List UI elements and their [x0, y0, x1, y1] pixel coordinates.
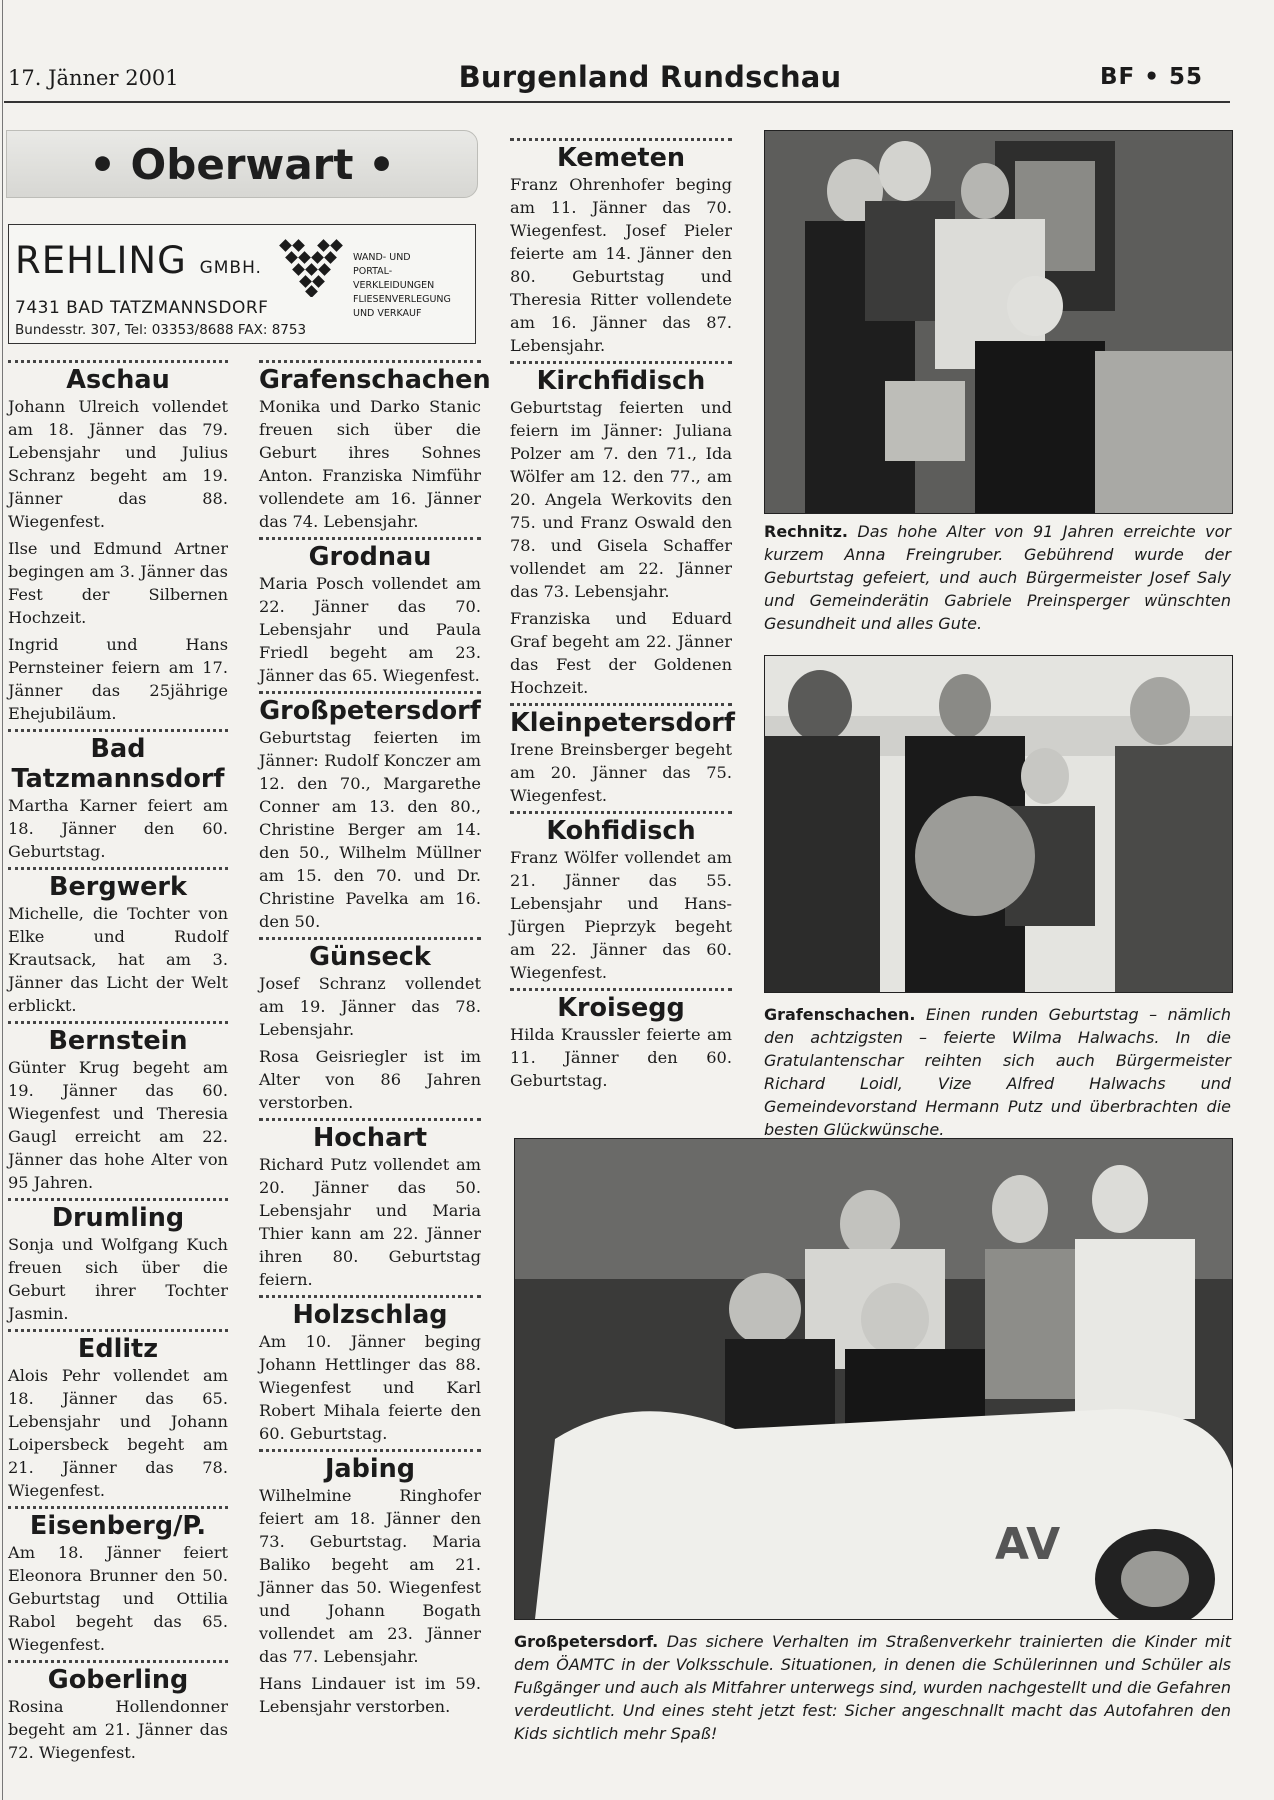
- ad-contact: Bundesstr. 307, Tel: 03353/8688 FAX: 8753: [15, 322, 307, 338]
- photo-rechnitz: [764, 130, 1233, 514]
- diamond-logo-icon: [277, 235, 347, 297]
- entry-text: Am 18. Jänner feiert Eleonora Brunner den 50. Geburtstag und Ottilia Rabol begeht das 65. Wiegenfest.: [8, 1543, 228, 1654]
- news-entry: [510, 703, 735, 807]
- dotted-separator: [8, 1329, 228, 1332]
- ad-service-line: UND VERKAUF: [353, 308, 422, 319]
- column-3: [510, 138, 735, 1096]
- entry-text: Rosina Hollendonner begeht am 21. Jänner das 72. Wiegenfest.: [8, 1697, 228, 1762]
- place-heading: Großpetersdorf: [259, 696, 481, 726]
- svg-text:AV: AV: [995, 1519, 1061, 1570]
- news-entry: [510, 361, 732, 699]
- place-heading: Kohfidisch: [546, 816, 696, 846]
- place-heading: Drumling: [51, 1203, 185, 1233]
- dotted-separator: [259, 360, 481, 363]
- news-entry: [510, 988, 732, 1092]
- dotted-separator: [259, 1295, 481, 1298]
- place-heading: Bergwerk: [49, 872, 187, 902]
- dotted-separator: [259, 1449, 481, 1452]
- news-entry: [259, 360, 491, 533]
- entry-text: Wilhelmine Ringhofer feiert am 18. Jänner den 73. Geburtstag. Maria Baliko begeht am 21. Jänner das 50. Wiegenfest und Johann Bogath vollendet am 23. Jänner das 77. Lebensjahr.: [259, 1486, 481, 1666]
- photo-grafenschachen: [764, 655, 1233, 993]
- news-entry: [259, 1295, 481, 1445]
- dotted-separator: [259, 937, 481, 940]
- dotted-separator: [259, 1118, 481, 1121]
- entry-text: Günter Krug begeht am 19. Jänner das 60. Wiegenfest und Theresia Gaugl erreicht am 22. Jänner das hohe Alter von 95 Jahren.: [8, 1058, 228, 1192]
- news-entry: [8, 1198, 228, 1325]
- news-entry: [8, 1506, 228, 1656]
- news-entry: [8, 729, 228, 863]
- place-heading: Kroisegg: [557, 993, 685, 1023]
- caption-place: Rechnitz.: [764, 522, 848, 541]
- entry-text: Maria Posch vollendet am 22. Jänner das 70. Lebensjahr und Paula Friedl begeht am 23. Jänner das 65. Wiegenfest.: [259, 574, 481, 685]
- entry-text: Ingrid und Hans Pernsteiner feiern am 17. Jänner das 25jährige Ehejubiläum.: [8, 635, 228, 723]
- caption-text: Einen runden Geburtstag – nämlich den achtzigsten – feierte Wilma Halwachs. In die Gratulantenschar reihten sich auch Bürgermeister Richard Loidl, Vize Alfred Halwachs und Gemeindevorstand Hermann Putz und überbrachten die besten Glückwünsche.: [764, 1005, 1231, 1139]
- column-1: [8, 360, 228, 1768]
- news-entry: [510, 811, 732, 984]
- dotted-separator: [259, 691, 481, 694]
- entry-text: Geburtstag feierten im Jänner: Rudolf Konczer am 12. den 70., Margarethe Conner am 13. den 80., Christine Berger am 14. den 50., Wilhelm Müllner am 15. den 70. und Dr. Christine Pavelka am 16. den 50.: [259, 728, 481, 931]
- dotted-separator: [8, 729, 228, 732]
- entry-text: Geburtstag feierten und feiern im Jänner: Juliana Polzer am 7. den 71., Ida Wölfer am 12. den 77., am 20. Angela Werkovits den 75. und Franz Oswald den 78. und Gisela Schaffer vollendet am 22. Jänner das 73. Lebensjahr.: [510, 398, 732, 601]
- place-heading: Edlitz: [77, 1334, 159, 1364]
- entry-text: Franz Ohrenhofer beging am 11. Jänner das 70. Wiegenfest. Josef Pieler feierte am 14. Jänner den 80. Geburtstag und Theresia Ritter vollendete am 16. Jänner das 87. Lebensjahr.: [510, 175, 732, 355]
- place-heading: Goberling: [47, 1665, 189, 1695]
- dotted-separator: [259, 537, 481, 540]
- dotted-separator: [8, 1660, 228, 1663]
- dotted-separator: [8, 1198, 228, 1201]
- dotted-separator: [510, 703, 732, 706]
- section-title: • Oberwart •: [6, 130, 478, 198]
- caption-grafenschachen: [764, 1003, 1231, 1141]
- place-heading: Kleinpetersdorf: [510, 708, 735, 738]
- advertisement: [8, 224, 476, 344]
- entry-text: Hilda Kraussler feierte am 11. Jänner den 60. Geburtstag.: [510, 1025, 732, 1090]
- ad-brand-suffix: GMBH.: [199, 258, 262, 278]
- column-2: [259, 360, 491, 1722]
- news-entry: [510, 138, 732, 357]
- place-heading: Kemeten: [556, 143, 686, 173]
- news-entry: [8, 867, 228, 1017]
- entry-text: Franz Wölfer vollendet am 21. Jänner das 55. Lebensjahr und Hans-Jürgen Pieprzyk begeht am 22. Jänner das 60. Wiegenfest.: [510, 848, 732, 982]
- dotted-separator: [8, 1021, 228, 1024]
- entry-text: Alois Pehr vollendet am 18. Jänner das 65. Lebensjahr und Johann Loipersbeck begeht am 21. Jänner das 78. Wiegenfest.: [8, 1366, 228, 1500]
- place-heading: Holzschlag: [292, 1300, 448, 1330]
- caption-grosspetersdorf: [514, 1630, 1231, 1745]
- place-heading: Jabing: [324, 1454, 416, 1484]
- place-heading: Eisenberg/P.: [29, 1511, 207, 1541]
- ad-brand: [15, 239, 262, 282]
- ad-service-line: VERKLEIDUNGEN: [353, 280, 435, 291]
- entry-text: Josef Schranz vollendet am 19. Jänner das 78. Lebensjahr.: [259, 974, 481, 1039]
- dotted-separator: [510, 138, 732, 141]
- place-heading: Günseck: [309, 942, 431, 972]
- entry-text: Martha Karner feiert am 18. Jänner den 60. Geburtstag.: [8, 796, 228, 861]
- page-edge-line: [2, 0, 3, 1800]
- caption-text: Das hohe Alter von 91 Jahren erreichte vor kurzem Anna Freingruber. Gebührend wurde der Geburtstag gefeiert, und auch Bürgermeister Josef Saly und Gemeinderätin Gabriele Preinsperger wünschten Gesundheit und alles Gute.: [764, 522, 1231, 633]
- entry-text: Franziska und Eduard Graf begeht am 22. Jänner das Fest der Goldenen Hochzeit.: [510, 609, 732, 697]
- news-entry: [259, 937, 481, 1114]
- entry-text: Richard Putz vollendet am 20. Jänner das 50. Lebensjahr und Maria Thier kann am 22. Jänner ihren 80. Geburtstag feiern.: [259, 1155, 481, 1289]
- ad-service-line: FLIESENVERLEGUNG: [353, 294, 451, 305]
- place-heading: Bad Tatzmannsdorf: [11, 734, 225, 794]
- photo-grosspetersdorf: [514, 1138, 1233, 1620]
- place-heading: Aschau: [66, 365, 170, 395]
- entry-text: Hans Lindauer ist im 59. Lebensjahr verstorben.: [259, 1674, 481, 1716]
- newspaper-title: Burgenland Rundschau: [458, 60, 842, 94]
- entry-text: Monika und Darko Stanic freuen sich über die Geburt ihres Sohnes Anton. Franziska Nimführ vollendete am 16. Jänner das 74. Lebensjahr.: [259, 397, 481, 531]
- news-entry: [8, 360, 228, 725]
- entry-text: Ilse und Edmund Artner begingen am 3. Jänner das Fest der Silbernen Hochzeit.: [8, 539, 228, 627]
- dotted-separator: [8, 1506, 228, 1509]
- news-entry: [8, 1329, 228, 1502]
- dotted-separator: [510, 361, 732, 364]
- news-entry: [259, 1449, 481, 1718]
- caption-text: Das sichere Verhalten im Straßenverkehr trainierten die Kinder mit dem ÖAMTC in der Volksschule. Situationen, in denen die Schülerinnen und Schüler als Fußgänger und auch als Mitfahrer unterwegs sind, wurden nachgestellt und die Gefahren verdeutlicht. Und eines steht jetzt fest: Sicher angeschnallt macht das Autofahren den Kids sichtlich mehr Spaß!: [514, 1632, 1232, 1743]
- ad-services: [353, 251, 475, 321]
- entry-text: Irene Breinsberger begeht am 20. Jänner das 75. Wiegenfest.: [510, 740, 732, 805]
- news-entry: [8, 1660, 228, 1764]
- place-heading: Grodnau: [308, 542, 432, 572]
- caption-rechnitz: [764, 520, 1231, 635]
- ad-address: 7431 BAD TATZMANNSDORF: [15, 298, 269, 318]
- place-heading: Hochart: [312, 1123, 428, 1153]
- entry-text: Sonja und Wolfgang Kuch freuen sich über die Geburt ihrer Tochter Jasmin.: [8, 1235, 228, 1323]
- entry-text: Rosa Geisriegler ist im Alter von 86 Jahren verstorben.: [259, 1047, 481, 1112]
- dotted-separator: [510, 811, 732, 814]
- entry-text: Johann Ulreich vollendet am 18. Jänner das 79. Lebensjahr und Julius Schranz begeht am 19. Jänner das 88. Wiegenfest.: [8, 397, 228, 531]
- place-heading: Grafenschachen: [259, 365, 491, 395]
- page-number: BF • 55: [1100, 64, 1203, 90]
- ad-brand-name: REHLING: [15, 239, 187, 282]
- header-rule: [4, 101, 1230, 103]
- entry-text: Am 10. Jänner beging Johann Hettlinger das 88. Wiegenfest und Karl Robert Mihala feierte den 60. Geburtstag.: [259, 1332, 481, 1443]
- place-heading: Kirchfidisch: [536, 366, 706, 396]
- news-entry: [259, 1118, 481, 1291]
- dotted-separator: [8, 867, 228, 870]
- ad-service-line: WAND- UND: [353, 252, 411, 263]
- place-heading: Bernstein: [48, 1026, 188, 1056]
- news-entry: [259, 537, 481, 687]
- ad-service-line: PORTAL-: [353, 266, 393, 277]
- news-entry: [8, 1021, 228, 1194]
- dotted-separator: [510, 988, 732, 991]
- dotted-separator: [8, 360, 228, 363]
- caption-place: Grafenschachen.: [764, 1005, 916, 1024]
- caption-place: Großpetersdorf.: [514, 1632, 659, 1651]
- entry-text: Michelle, die Tochter von Elke und Rudolf Krautsack, hat am 3. Jänner das Licht der Welt erblickt.: [8, 904, 228, 1015]
- issue-date: 17. Jänner 2001: [8, 66, 179, 90]
- news-entry: [259, 691, 481, 933]
